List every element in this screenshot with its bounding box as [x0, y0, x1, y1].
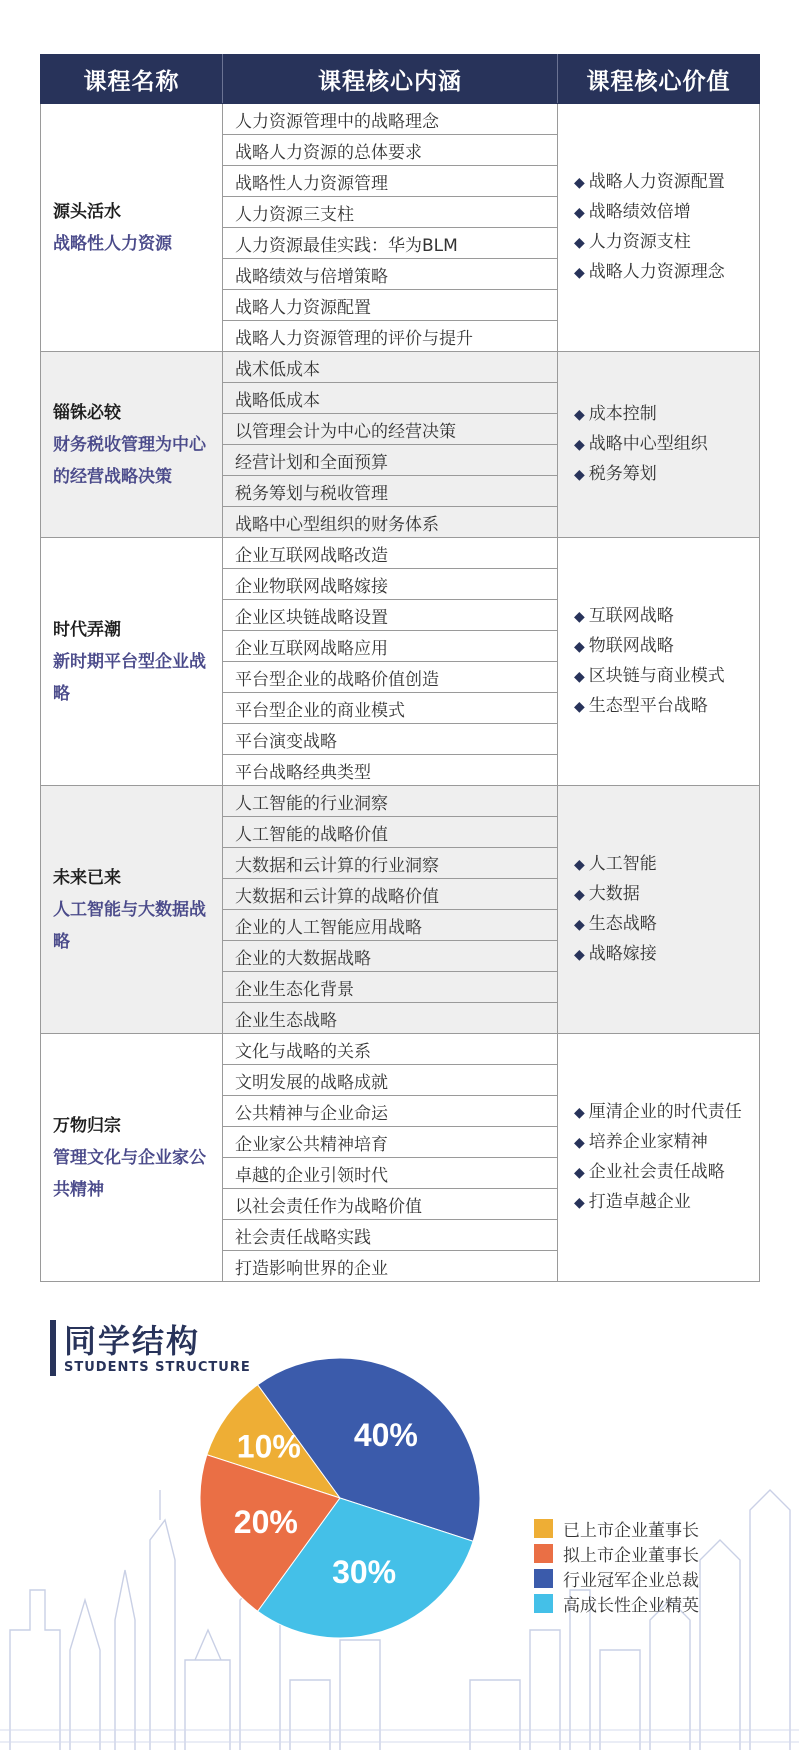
course-topic: 战略性人力资源管理 — [223, 166, 558, 197]
course-topic: 人力资源管理中的战略理念 — [223, 104, 558, 135]
course-subtitle: 财务税收管理为中心的经营战略决策 — [53, 434, 206, 487]
diamond-bullet-icon: ◆ — [574, 264, 585, 281]
legend-item — [534, 1516, 699, 1541]
course-value-text: 生态型平台战略 — [588, 695, 708, 716]
course-topic: 战略人力资源的总体要求 — [223, 135, 558, 166]
course-topic: 战略人力资源管理的评价与提升 — [223, 321, 558, 352]
course-value-text: 厘清企业的时代责任 — [588, 1101, 742, 1122]
course-topic: 战略低成本 — [223, 383, 558, 414]
course-subtitle: 新时期平台型企业战略 — [53, 651, 206, 704]
course-value-text: 互联网战略 — [588, 605, 674, 626]
section-title: 同学结构 — [64, 1322, 201, 1360]
course-topic: 公共精神与企业命运 — [223, 1096, 558, 1127]
course-value-text: 培养企业家精神 — [588, 1131, 708, 1152]
course-topic: 文化与战略的关系 — [223, 1034, 558, 1065]
course-topic: 社会责任战略实践 — [223, 1220, 558, 1251]
diamond-bullet-icon: ◆ — [574, 916, 585, 933]
course-topic: 企业生态化背景 — [223, 972, 558, 1003]
course-topic: 企业的大数据战略 — [223, 941, 558, 972]
legend-item — [534, 1541, 699, 1566]
course-value-text: 人工智能 — [588, 853, 657, 874]
diamond-bullet-icon: ◆ — [574, 856, 585, 873]
course-topic: 战略人力资源配置 — [223, 290, 558, 321]
legend-swatch — [534, 1594, 553, 1613]
course-topic: 人工智能的战略价值 — [223, 817, 558, 848]
course-topic: 企业的人工智能应用战略 — [223, 910, 558, 941]
course-subtitle: 管理文化与企业家公共精神 — [53, 1147, 206, 1200]
pie-data-label: 20% — [233, 1504, 298, 1541]
course-topic: 平台战略经典类型 — [223, 755, 558, 786]
course-topic: 企业互联网战略应用 — [223, 631, 558, 662]
course-topic: 经营计划和全面预算 — [223, 445, 558, 476]
legend-swatch — [534, 1569, 553, 1588]
legend-label: 拟上市企业董事长 — [563, 1546, 699, 1566]
course-topic: 平台型企业的商业模式 — [223, 693, 558, 724]
diamond-bullet-icon: ◆ — [574, 174, 585, 191]
legend-item — [534, 1566, 699, 1591]
header-core-content: 课程核心内涵 — [223, 55, 558, 104]
course-topic: 人力资源三支柱 — [223, 197, 558, 228]
course-value-text: 成本控制 — [588, 403, 657, 424]
course-value-text: 人力资源支柱 — [588, 231, 691, 252]
course-topic: 大数据和云计算的战略价值 — [223, 879, 558, 910]
legend-swatch — [534, 1519, 553, 1538]
course-value-text: 战略绩效倍增 — [588, 201, 691, 222]
course-topic: 企业生态战略 — [223, 1003, 558, 1034]
course-topic: 以社会责任作为战略价值 — [223, 1189, 558, 1220]
course-value-text: 税务筹划 — [588, 463, 657, 484]
section-subtitle: STUDENTS STRUCTURE — [64, 1360, 251, 1375]
legend-item — [534, 1591, 699, 1616]
course-value-text: 企业社会责任战略 — [588, 1161, 725, 1182]
course-topic: 战略中心型组织的财务体系 — [223, 507, 558, 538]
pie-data-label: 40% — [353, 1416, 418, 1453]
course-subtitle: 人工智能与大数据战略 — [53, 899, 206, 952]
diamond-bullet-icon: ◆ — [574, 204, 585, 221]
course-name: 万物归宗 — [53, 1115, 121, 1136]
course-value-text: 大数据 — [588, 883, 640, 904]
course-topic: 大数据和云计算的行业洞察 — [223, 848, 558, 879]
diamond-bullet-icon: ◆ — [574, 436, 585, 453]
course-name: 源头活水 — [53, 201, 121, 222]
course-subtitle: 战略性人力资源 — [53, 233, 172, 254]
header-course-name: 课程名称 — [41, 55, 223, 104]
diamond-bullet-icon: ◆ — [574, 1134, 585, 1151]
course-topic: 人力资源最佳实践：华为BLM — [223, 228, 558, 259]
diamond-bullet-icon: ◆ — [574, 638, 585, 655]
course-topic: 战术低成本 — [223, 352, 558, 383]
diamond-bullet-icon: ◆ — [574, 1194, 585, 1211]
course-value-text: 打造卓越企业 — [588, 1191, 691, 1212]
course-topic: 企业物联网战略嫁接 — [223, 569, 558, 600]
diamond-bullet-icon: ◆ — [574, 946, 585, 963]
course-topic: 税务筹划与税收管理 — [223, 476, 558, 507]
pie-data-label: 10% — [236, 1428, 301, 1465]
diamond-bullet-icon: ◆ — [574, 608, 585, 625]
course-topic: 人工智能的行业洞察 — [223, 786, 558, 817]
diamond-bullet-icon: ◆ — [574, 698, 585, 715]
course-name: 未来已来 — [53, 867, 121, 888]
course-topic: 以管理会计为中心的经营决策 — [223, 414, 558, 445]
header-core-value: 课程核心价值 — [558, 55, 760, 104]
course-value-text: 战略人力资源理念 — [588, 261, 725, 282]
pie-data-label: 30% — [332, 1554, 397, 1591]
pie-legend — [534, 1516, 699, 1616]
diamond-bullet-icon: ◆ — [574, 886, 585, 903]
diamond-bullet-icon: ◆ — [574, 466, 585, 483]
course-name: 时代弄潮 — [53, 619, 121, 640]
course-value-text: 战略嫁接 — [588, 943, 657, 964]
diamond-bullet-icon: ◆ — [574, 1104, 585, 1121]
course-topic: 平台演变战略 — [223, 724, 558, 755]
course-topic: 企业互联网战略改造 — [223, 538, 558, 569]
course-topic: 卓越的企业引领时代 — [223, 1158, 558, 1189]
course-topic: 企业家公共精神培育 — [223, 1127, 558, 1158]
course-topic: 企业区块链战略设置 — [223, 600, 558, 631]
course-value-text: 生态战略 — [588, 913, 657, 934]
course-topic: 战略绩效与倍增策略 — [223, 259, 558, 290]
legend-swatch — [534, 1544, 553, 1563]
legend-label: 已上市企业董事长 — [563, 1521, 699, 1541]
course-value-text: 战略中心型组织 — [588, 433, 708, 454]
diamond-bullet-icon: ◆ — [574, 668, 585, 685]
course-topic: 打造影响世界的企业 — [223, 1251, 558, 1282]
course-name: 锱铢必较 — [53, 402, 121, 423]
diamond-bullet-icon: ◆ — [574, 406, 585, 423]
diamond-bullet-icon: ◆ — [574, 1164, 585, 1181]
legend-label: 行业冠军企业总裁 — [563, 1571, 699, 1591]
course-topic: 平台型企业的战略价值创造 — [223, 662, 558, 693]
course-topic: 文明发展的战略成就 — [223, 1065, 558, 1096]
diamond-bullet-icon: ◆ — [574, 234, 585, 251]
legend-label: 高成长性企业精英 — [563, 1596, 699, 1616]
course-value-text: 区块链与商业模式 — [588, 665, 725, 686]
course-value-text: 战略人力资源配置 — [588, 171, 725, 192]
course-value-text: 物联网战略 — [588, 635, 674, 656]
